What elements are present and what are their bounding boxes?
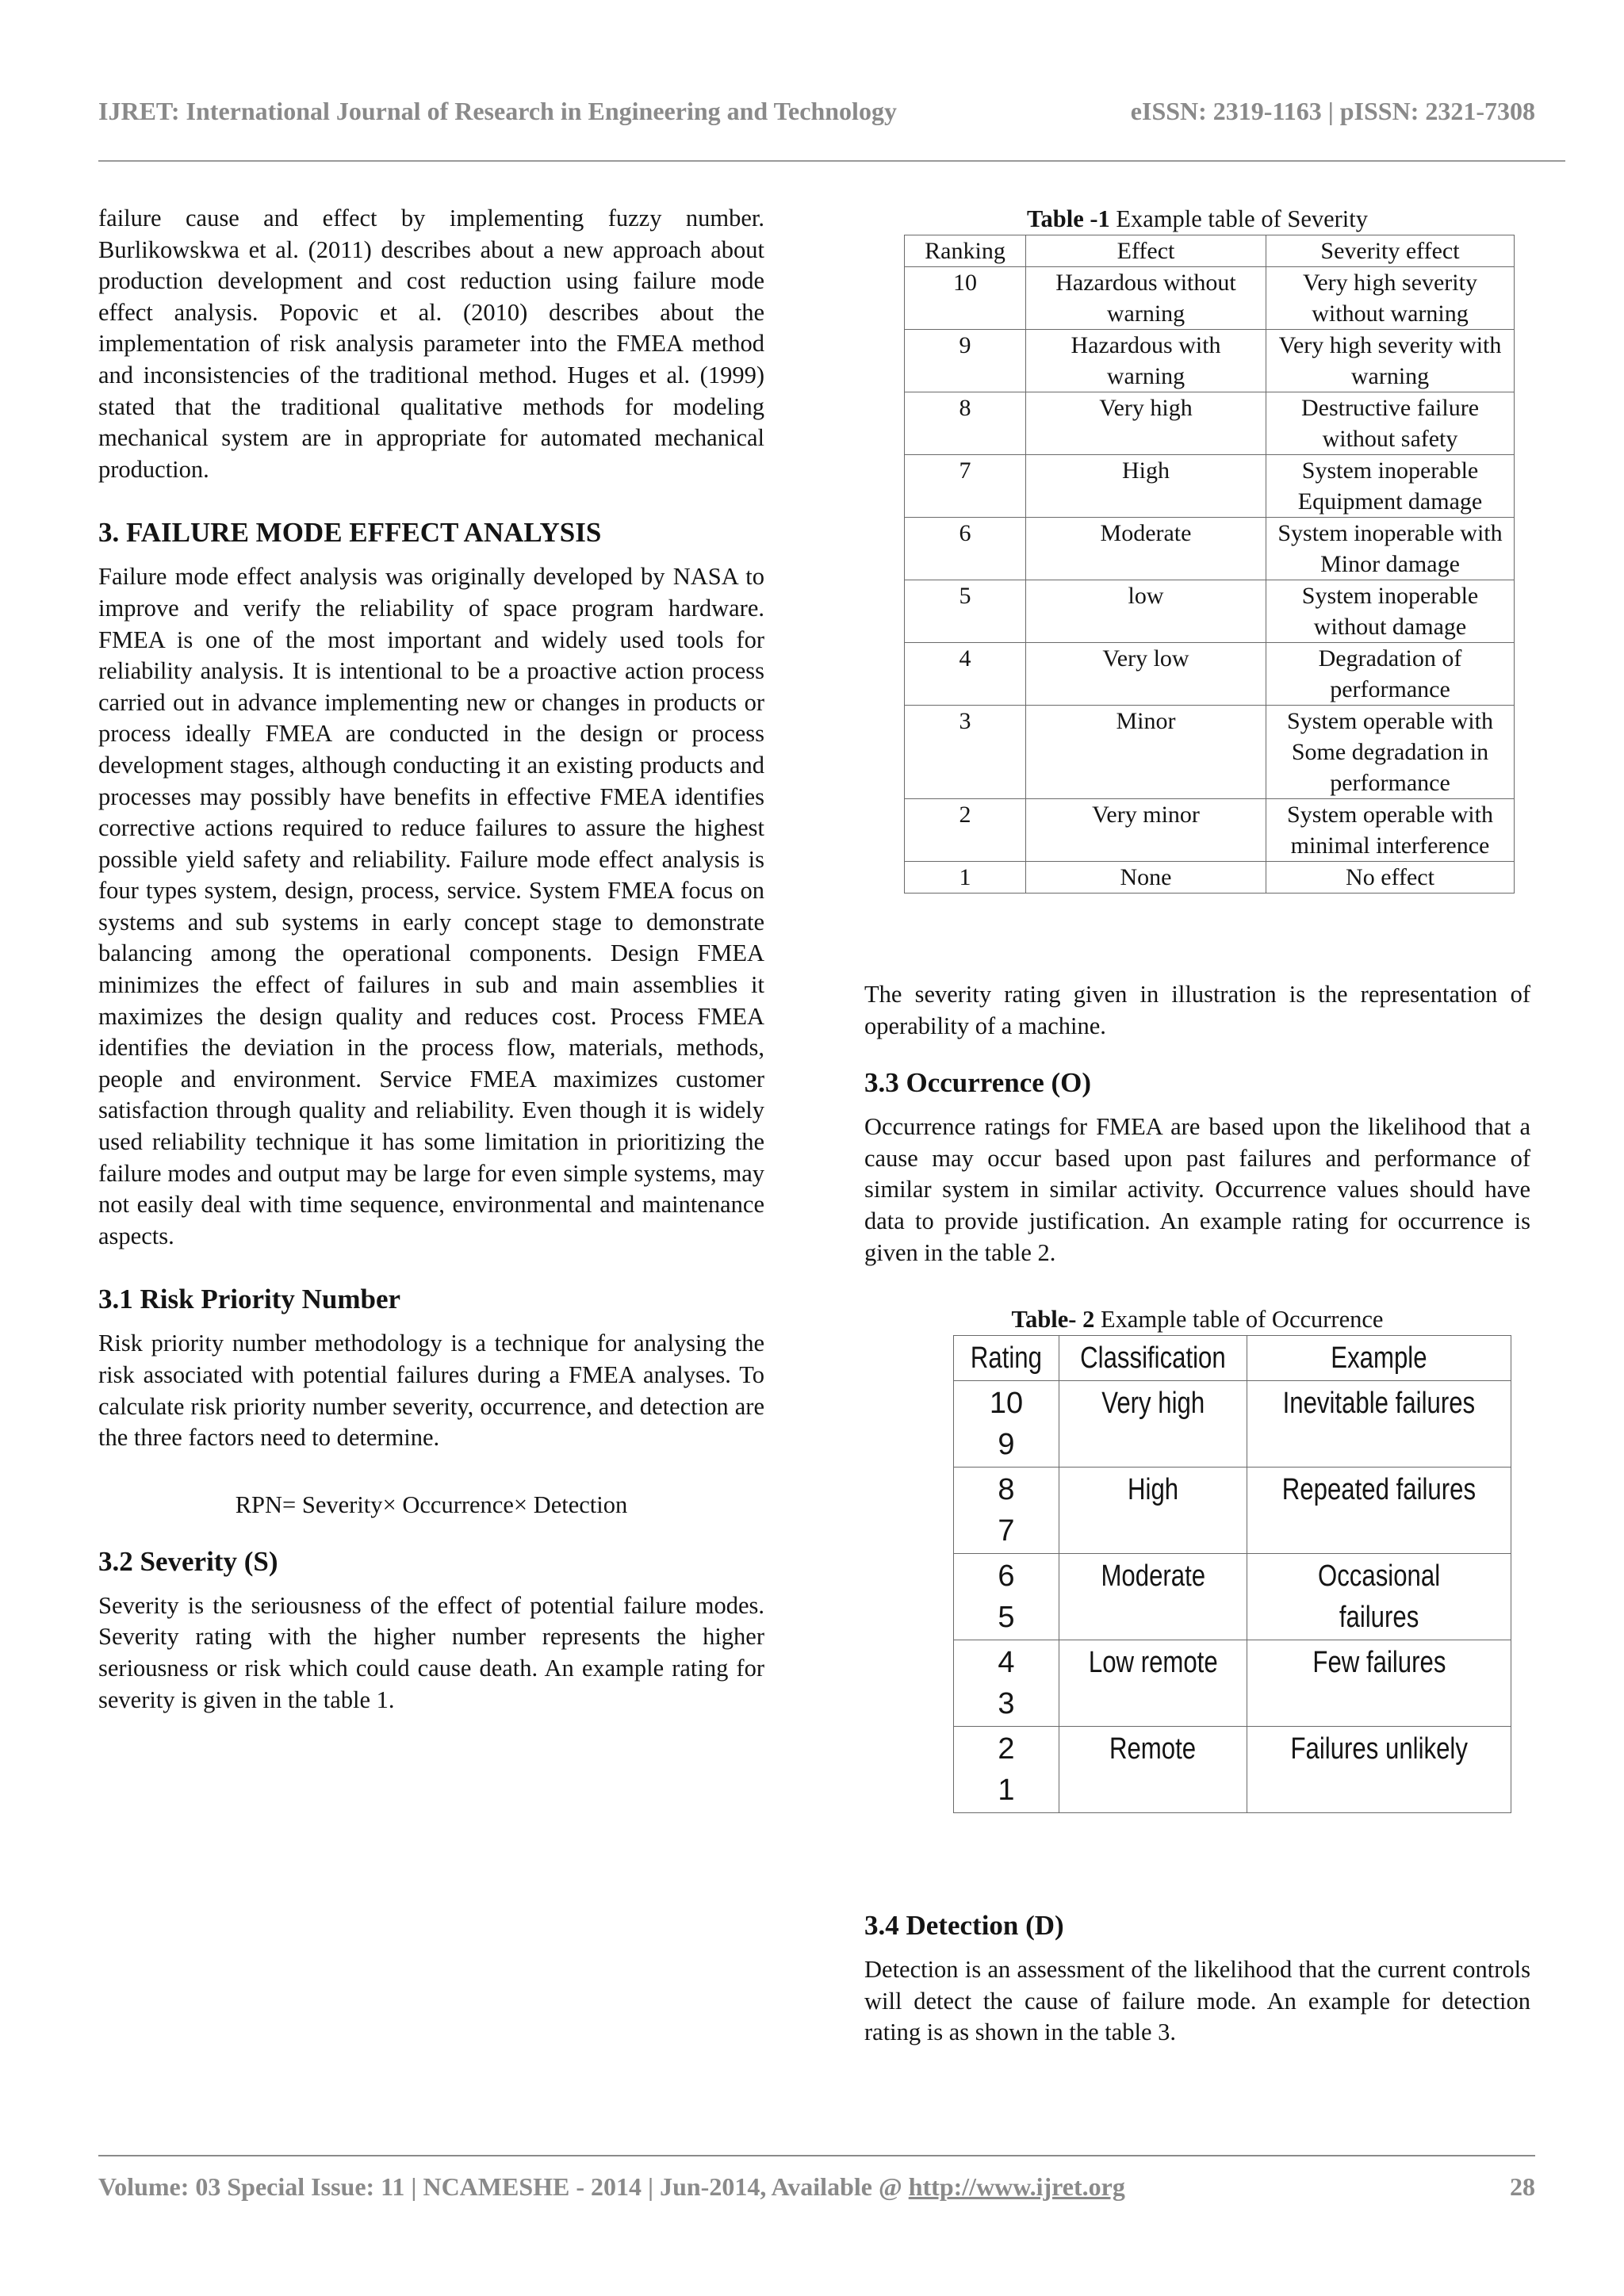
table-cell: Inevitable failures bbox=[1247, 1381, 1511, 1468]
table-2-caption-text: Example table of Occurrence bbox=[1094, 1306, 1384, 1334]
severity-table bbox=[904, 235, 1515, 894]
page-footer bbox=[98, 2172, 1535, 2212]
section-3-heading: 3. FAILURE MODE EFFECT ANALYSIS bbox=[98, 517, 602, 549]
table-cell: Moderate bbox=[1026, 518, 1266, 580]
table-cell: 6 bbox=[905, 518, 1026, 580]
table-cell: Low remote bbox=[1059, 1640, 1247, 1727]
table-cell: Very high bbox=[1026, 392, 1266, 455]
rating-value: 7 bbox=[998, 1514, 1015, 1548]
table-header-row bbox=[905, 235, 1515, 267]
table-cell: Repeated failures bbox=[1247, 1468, 1511, 1554]
header-rule bbox=[98, 160, 1565, 162]
table-cell: Occasional failures bbox=[1247, 1554, 1511, 1640]
rating-cell bbox=[954, 1640, 1059, 1727]
table-row bbox=[905, 862, 1515, 894]
table-1-caption-text: Example table of Severity bbox=[1109, 205, 1369, 232]
table-header-row bbox=[954, 1336, 1511, 1381]
table-row bbox=[954, 1554, 1511, 1640]
table-row bbox=[954, 1640, 1511, 1727]
table-cell: 4 bbox=[905, 643, 1026, 706]
journal-url-link[interactable]: http://www.ijret.org bbox=[908, 2172, 1125, 2201]
table-cell: Failures unlikely bbox=[1247, 1727, 1511, 1813]
section-3-paragraph: Failure mode effect analysis was originally developed by NASA to improve and verify the reliability of space program hardware. FMEA is one of the most important and widely used tools for reliability analysis. It is intentional to be a proactive action process carried out in advance implementing new or changes in products or process ideally FMEA are conducted in the design or process development stages, although conducting it an existing products and processes may possibly have benefits in effective FMEA identifies corrective actions required to reduce failures to assure the highest possible yield safety and reliability. Failure mode effect analysis is four types system, design, process, service. System FMEA focus on systems and sub systems in early concept stage to demonstrate balancing among the operational components. Design FMEA minimizes the effect of failures in sub and main assemblies it maximizes the design quality and reduces cost. Process FMEA identifies the deviation in the process flow, materials, methods, people and environment. Service FMEA maximizes customer satisfaction through quality and reliability. Even though it is widely used reliability technique it has some limitation in prioritizing the failure modes and output may be large for even simple systems, may not easily deal with time sequence, environmental and maintenance aspects. bbox=[98, 563, 764, 1249]
table-cell: 3 bbox=[905, 706, 1026, 799]
table-row bbox=[905, 267, 1515, 330]
table-cell: Hazardous without warning bbox=[1026, 267, 1266, 330]
table-row bbox=[954, 1468, 1511, 1554]
table-row bbox=[905, 330, 1515, 392]
table-1-caption bbox=[864, 203, 1530, 235]
severity-note: The severity rating given in illustration is the representation of operability of a machine. bbox=[864, 981, 1530, 1039]
section-3-1-paragraph: Risk priority number methodology is a technique for analysing the risk associated with potential failures during a FMEA analyses. To calculate risk priority number severity, occurrence, and detection are the three factors need to determine. bbox=[98, 1330, 764, 1452]
table-cell: 8 bbox=[905, 392, 1026, 455]
table-row bbox=[905, 455, 1515, 518]
section-3-4-heading: 3.4 Detection (D) bbox=[864, 1910, 1064, 1942]
table-cell: Degradation of performance bbox=[1266, 643, 1515, 706]
table-row bbox=[905, 580, 1515, 643]
footer-volume bbox=[98, 2172, 1125, 2202]
table-2-caption-label: Table- 2 bbox=[1011, 1306, 1095, 1334]
table-2-caption bbox=[864, 1303, 1530, 1335]
column-header: Effect bbox=[1026, 235, 1266, 267]
occurrence-table bbox=[953, 1335, 1511, 1813]
table-cell: Very high severity with warning bbox=[1266, 330, 1515, 392]
page-number: 28 bbox=[1510, 2172, 1535, 2201]
table-cell: Very low bbox=[1026, 643, 1266, 706]
table-cell: System operable with minimal interference bbox=[1266, 799, 1515, 862]
rating-cell bbox=[954, 1727, 1059, 1813]
rating-cell bbox=[954, 1468, 1059, 1554]
table-cell: High bbox=[1059, 1468, 1247, 1554]
table-cell: 1 bbox=[905, 862, 1026, 894]
column-header: Rating bbox=[954, 1336, 1059, 1381]
table-cell: 5 bbox=[905, 580, 1026, 643]
page-header bbox=[98, 97, 1535, 136]
table-cell: 7 bbox=[905, 455, 1026, 518]
table-row bbox=[905, 392, 1515, 455]
table-cell: High bbox=[1026, 455, 1266, 518]
table-cell: Minor bbox=[1026, 706, 1266, 799]
table-row bbox=[905, 643, 1515, 706]
column-header: Severity effect bbox=[1266, 235, 1515, 267]
table-cell: System operable with Some degradation in performance bbox=[1266, 706, 1515, 799]
rating-value: 4 bbox=[998, 1646, 1015, 1680]
table-cell: Few failures bbox=[1247, 1640, 1511, 1727]
rating-value: 5 bbox=[998, 1601, 1015, 1635]
rating-cell bbox=[954, 1554, 1059, 1640]
column-header: Example bbox=[1247, 1336, 1511, 1381]
table-cell: Destructive failure without safety bbox=[1266, 392, 1515, 455]
section-3-4-paragraph: Detection is an assessment of the likelihood that the current controls will detect the cause of failure mode. An example for detection rating is as shown in the table 3. bbox=[864, 1956, 1530, 2046]
column-header: Ranking bbox=[905, 235, 1026, 267]
table-row bbox=[954, 1381, 1511, 1468]
rating-value: 3 bbox=[998, 1687, 1015, 1721]
table-cell: Very high severity without warning bbox=[1266, 267, 1515, 330]
rating-value: 8 bbox=[998, 1473, 1015, 1507]
table-cell: Very minor bbox=[1026, 799, 1266, 862]
table-row bbox=[905, 518, 1515, 580]
table-cell: low bbox=[1026, 580, 1266, 643]
table-cell: 10 bbox=[905, 267, 1026, 330]
section-3-1-heading: 3.1 Risk Priority Number bbox=[98, 1284, 401, 1315]
table-cell: No effect bbox=[1266, 862, 1515, 894]
section-3-2-paragraph: Severity is the seriousness of the effect of potential failure modes. Severity rating with the higher number represents the higher seriousness or risk which could cause death. An example rating for severity is given in the table 1. bbox=[98, 1591, 764, 1713]
table-cell: Moderate bbox=[1059, 1554, 1247, 1640]
issn-info: eISSN: 2319-1163 | pISSN: 2321-7308 bbox=[1130, 97, 1535, 125]
table-cell: 9 bbox=[905, 330, 1026, 392]
left-column bbox=[98, 203, 764, 1716]
table-cell: System inoperable Equipment damage bbox=[1266, 455, 1515, 518]
rating-value: 1 bbox=[998, 1774, 1015, 1808]
footer-rule bbox=[98, 2155, 1535, 2156]
section-3-3-paragraph: Occurrence ratings for FMEA are based upon the likelihood that a cause may occur based upon past failures and performance of similar system in similar activity. Occurrence values should have data to provide justification. An example rating for occurrence is given in the table 2. bbox=[864, 1113, 1530, 1266]
journal-name: IJRET: International Journal of Research in Engineering and Technology bbox=[98, 97, 897, 125]
right-column bbox=[864, 203, 1530, 2049]
table-cell: System inoperable without damage bbox=[1266, 580, 1515, 643]
rating-value: 9 bbox=[998, 1428, 1015, 1462]
section-3-2-heading: 3.2 Severity (S) bbox=[98, 1545, 278, 1577]
table-row bbox=[905, 799, 1515, 862]
table-1-caption-label: Table -1 bbox=[1026, 205, 1110, 232]
table-cell: Very high bbox=[1059, 1381, 1247, 1468]
table-cell: None bbox=[1026, 862, 1266, 894]
column-header: Classification bbox=[1059, 1336, 1247, 1381]
section-3-3-heading: 3.3 Occurrence (O) bbox=[864, 1067, 1092, 1099]
rating-cell bbox=[954, 1381, 1059, 1468]
rating-value: 6 bbox=[998, 1559, 1015, 1594]
rating-value: 10 bbox=[989, 1387, 1024, 1421]
table-row bbox=[905, 706, 1515, 799]
table-cell: 2 bbox=[905, 799, 1026, 862]
rpn-formula: RPN= Severity× Occurrence× Detection bbox=[235, 1490, 628, 1518]
table-row bbox=[954, 1727, 1511, 1813]
table-cell: Remote bbox=[1059, 1727, 1247, 1813]
intro-paragraph: failure cause and effect by implementing fuzzy number. Burlikowskwa et al. (2011) describes about a new approach about production development and cost reduction using failure mode effect analysis. Popovic et al. (2010) describes about the implementation of risk analysis parameter into the FMEA method and inconsistencies of the traditional method. Huges et al. (1999) stated that the traditional qualitative methods for modeling mechanical system are in appropriate for automated mechanical production. bbox=[98, 205, 764, 483]
table-cell: System inoperable with Minor damage bbox=[1266, 518, 1515, 580]
table-cell: Hazardous with warning bbox=[1026, 330, 1266, 392]
footer-volume-text: Volume: 03 Special Issue: 11 | NCAMESHE - 2014 | Jun-2014, Available @ bbox=[98, 2172, 909, 2201]
rating-value: 2 bbox=[998, 1732, 1015, 1766]
